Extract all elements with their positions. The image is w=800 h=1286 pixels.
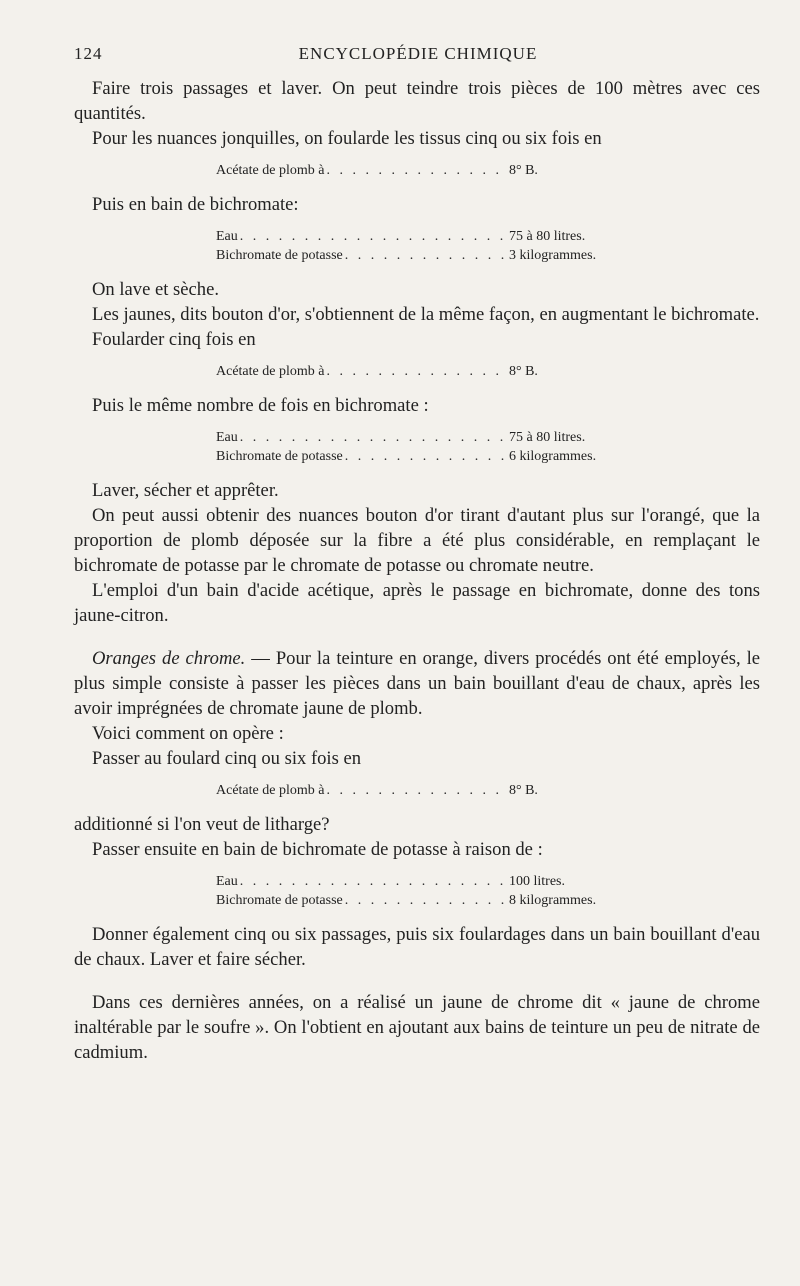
ingredient-quantity: 75 à 80 litres. [509, 430, 586, 445]
paragraph: Donner également cinq ou six passages, puis six foulardages dans un bain bouillant d'eau de chaux. Laver et faire sécher. [74, 924, 760, 970]
recipe-block [216, 362, 631, 381]
paragraph: Puis en bain de bichromate: [92, 194, 299, 215]
ingredient-quantity: 75 à 80 litres. [509, 229, 586, 244]
recipe-block [216, 161, 631, 180]
paragraph: Faire trois passages et laver. On peut teindre trois pièces de 100 mètres avec ces quantités. [74, 78, 760, 124]
recipe-row [216, 161, 631, 180]
paragraph: Les jaunes, dits bouton d'or, s'obtiennent de la même façon, en augmentant le bichromate. [92, 304, 760, 325]
leader-dots [345, 447, 507, 466]
ingredient-quantity: 8° B. [509, 163, 538, 178]
ingredient-name: Eau [216, 229, 238, 244]
paragraph: Dans ces dernières années, on a réalisé un jaune de chrome dit « jaune de chrome inaltérable par le soufre ». On l'obtient en ajoutant aux bains de teinture un peu de nitrate de cadmium. [74, 992, 760, 1063]
ingredient-quantity: 3 kilogrammes. [509, 248, 597, 263]
leader-dots [240, 428, 507, 447]
page-header [74, 44, 762, 66]
recipe-block [216, 428, 631, 466]
ingredient-quantity: 100 litres. [509, 874, 565, 889]
section-title: Oranges de chrome. [92, 648, 246, 669]
page-number: 124 [74, 44, 103, 63]
recipe-block [216, 872, 631, 910]
ingredient-name: Acétate de plomb à [216, 783, 325, 798]
leader-dots [240, 872, 507, 891]
ingredient-name: Bichromate de potasse [216, 893, 343, 908]
leader-dots [326, 362, 507, 381]
paragraph: Puis le même nombre de fois en bichromate : [92, 395, 429, 416]
ingredient-quantity: 8° B. [509, 783, 538, 798]
ingredient-name: Eau [216, 430, 238, 445]
ingredient-quantity: 8 kilogrammes. [509, 893, 597, 908]
paragraph: Passer au foulard cinq ou six fois en [92, 748, 362, 769]
recipe-row [216, 227, 631, 246]
recipe-row [216, 447, 631, 466]
paragraph: On peut aussi obtenir des nuances bouton d'or tirant d'autant plus sur l'orangé, que la proportion de plomb déposée sur la fibre a été plus considérable, en remplaçant le bichromate de potasse par le chromate de potasse ou chromate neutre. [74, 505, 760, 576]
ingredient-name: Acétate de plomb à [216, 163, 325, 178]
recipe-row [216, 781, 631, 800]
paragraph: On lave et sèche. [92, 279, 219, 300]
paragraph [74, 646, 760, 721]
recipe-block [216, 227, 631, 265]
leader-dots [240, 227, 507, 246]
paragraph: Pour les nuances jonquilles, on foularde les tissus cinq ou six fois en [92, 128, 602, 149]
leader-dots [326, 161, 507, 180]
paragraph: Voici comment on opère : [92, 723, 284, 744]
ingredient-name: Eau [216, 874, 238, 889]
ingredient-name: Bichromate de potasse [216, 449, 343, 464]
leader-dots [326, 781, 507, 800]
page-body [74, 76, 760, 1065]
recipe-row [216, 872, 631, 891]
paragraph: Laver, sécher et apprêter. [92, 480, 279, 501]
ingredient-quantity: 6 kilogrammes. [509, 449, 597, 464]
recipe-row [216, 362, 631, 381]
leader-dots [345, 246, 507, 265]
ingredient-quantity: 8° B. [509, 364, 538, 379]
running-title: ENCYCLOPÉDIE CHIMIQUE [298, 44, 538, 63]
leader-dots [345, 891, 507, 910]
ingredient-name: Bichromate de potasse [216, 248, 343, 263]
recipe-row [216, 428, 631, 447]
recipe-block [216, 781, 631, 800]
recipe-row [216, 891, 631, 910]
section-text: — Pour la teinture en orange, divers procédés ont été employés, le plus simple consiste à passer les pièces dans un bain bouillant d'eau de chaux, après les avoir imprégnées de chromate jaune de plomb. [74, 648, 760, 719]
paragraph: Foularder cinq fois en [92, 329, 256, 350]
paragraph: additionné si l'on veut de litharge? [74, 814, 330, 835]
paragraph: L'emploi d'un bain d'acide acétique, après le passage en bichromate, donne des tons jaune-citron. [74, 580, 760, 626]
ingredient-name: Acétate de plomb à [216, 364, 325, 379]
recipe-row [216, 246, 631, 265]
paragraph: Passer ensuite en bain de bichromate de potasse à raison de : [92, 839, 543, 860]
